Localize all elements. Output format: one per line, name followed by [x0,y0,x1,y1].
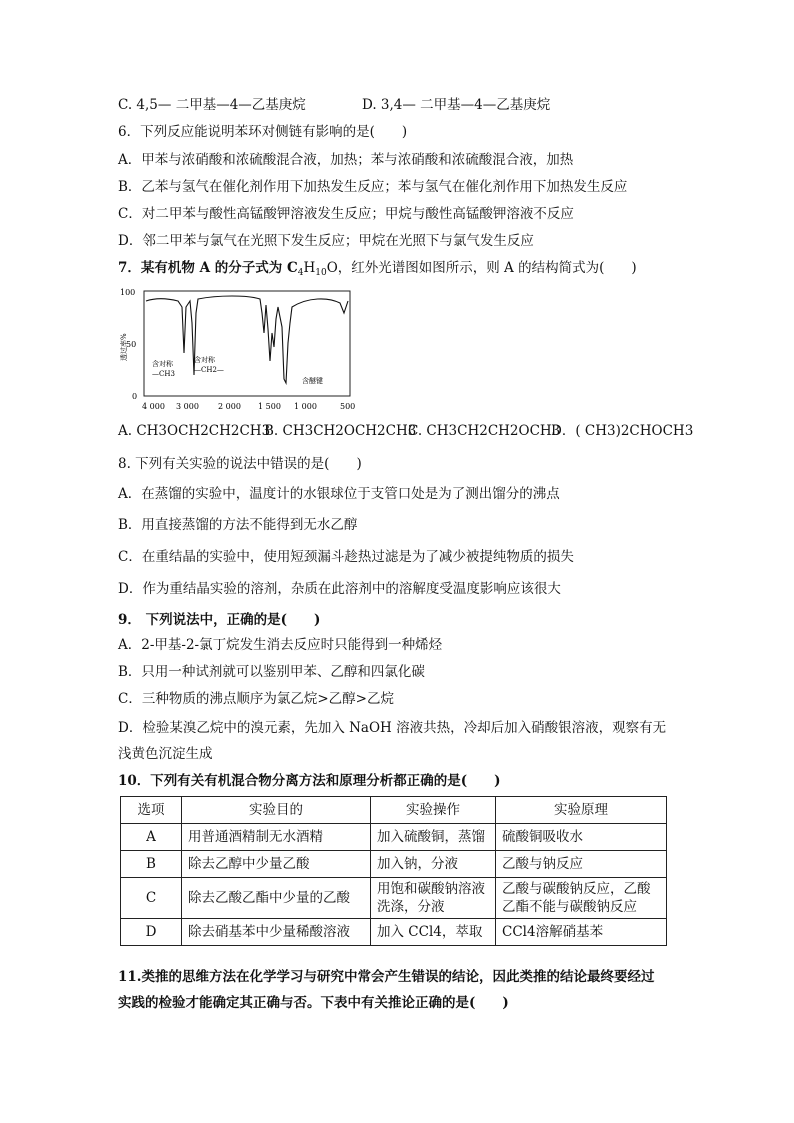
q6-stem: 6．下列反应能说明苯环对侧链有影响的是( ) [118,124,408,140]
table-row [121,878,667,919]
q11-line2: 实践的检验才能确定其正确与否。下表中有关推论正确的是( ) [118,995,509,1011]
q6-option-b: B．乙苯与氢气在催化剂作用下加热发生反应；苯与氢气在催化剂作用下加热发生反应 [118,179,628,195]
q8-option-c: C．在重结晶的实验中，使用短颈漏斗趁热过滤是为了减少被提纯物质的损失 [118,549,574,565]
cell-operation: 加入钠，分液 [371,851,496,878]
cell-option: D [121,919,182,946]
cell-purpose: 除去乙酸乙酯中少量的乙酸 [182,878,371,919]
q9-option-c: C．三种物质的沸点顺序为氯乙烷>乙醇>乙烷 [118,691,394,707]
annotation-ch3-line1: 含对称 [152,360,173,368]
table-header-row [121,797,667,824]
xtick-500: 500 [340,402,356,411]
q6-option-a: A．甲苯与浓硝酸和浓硫酸混合液，加热；苯与浓硝酸和浓硫酸混合液，加热 [118,152,574,168]
header-operation: 实验操作 [371,797,496,824]
header-option: 选项 [121,797,182,824]
xtick-3000: 3 000 [176,402,199,411]
q6-option-d: D．邻二甲苯与氯气在光照下发生反应；甲烷在光照下与氯气发生反应 [118,233,534,249]
cell-principle: 硫酸铜吸收水 [496,824,667,851]
q10-stem: 10．下列有关有机混合物分离方法和原理分析都正确的是( ) [118,773,501,789]
q5-option-c: C. 4,5— 二甲基—4—乙基庚烷 [118,97,306,113]
annotation-ch2-line2: —CH2— [194,366,224,374]
q9-option-a: A．2-甲基-2-氯丁烷发生消去反应时只能得到一种烯烃 [118,637,443,653]
spectrum-curve [146,296,348,383]
q9-option-b: B．只用一种试剂就可以鉴别甲苯、乙醇和四氯化碳 [118,664,425,680]
cell-principle: 乙酸与钠反应 [496,851,667,878]
q9-option-d-line1: D．检验某溴乙烷中的溴元素，先加入 NaOH 溶液共热，冷却后加入硝酸银溶液，观察有无 [118,720,667,736]
cell-principle: 乙酸与碳酸钠反应，乙酸乙酯不能与碳酸钠反应 [496,878,667,919]
cell-option: C [121,878,182,919]
q8-option-a: A．在蒸馏的实验中，温度计的水银球位于支管口处是为了测出馏分的沸点 [118,486,560,502]
q11-line1: 11.类推的思维方法在化学学习与研究中常会产生错误的结论，因此类推的结论最终要经过 [118,969,655,985]
q7-option-a: A. CH3OCH2CH2CH3 [118,423,271,439]
cell-operation: 加入硫酸铜，蒸馏 [371,824,496,851]
cell-operation: 用饱和碳酸钠溶液洗涤，分液 [371,878,496,919]
header-principle: 实验原理 [496,797,667,824]
cell-option: B [121,851,182,878]
q9-stem: 9． 下列说法中，正确的是( ) [118,612,321,628]
q8-option-d: D．作为重结晶实验的溶剂，杂质在此溶剂中的溶解度受温度影响应该很大 [118,581,561,597]
q5-option-d: D. 3,4— 二甲基—4—乙基庚烷 [362,97,551,113]
xtick-4000: 4 000 [142,402,165,411]
annotation-ether: 含醚键 [302,377,323,385]
table-row [121,851,667,878]
ytick-0: 0 [132,392,138,401]
q6-option-c: C．对二甲苯与酸性高锰酸钾溶液发生反应；甲烷与酸性高锰酸钾溶液不反应 [118,206,574,222]
annotation-ch3-line2: —CH3 [152,370,175,378]
cell-purpose: 用普通酒精制无水酒精 [182,824,371,851]
ytick-50: 50 [126,340,137,349]
cell-principle: CCl4溶解硝基苯 [496,919,667,946]
xtick-1500: 1 500 [258,402,281,411]
spectrum-ylabel: 透过率% [120,333,128,361]
q7-stem: 7．某有机物 A 的分子式为 $C_4H_{10}O$，红外光谱图如图所示，则 A 的结构简式为( ) [118,260,637,278]
cell-operation: 加入 CCl4，萃取 [371,919,496,946]
q7-option-b: B. CH3CH2OCH2CH3 [264,423,417,439]
q7-option-c: C. CH3CH2CH2OCH3 [408,423,561,439]
header-purpose: 实验目的 [182,797,371,824]
cell-purpose: 除去乙醇中少量乙酸 [182,851,371,878]
cell-purpose: 除去硝基苯中少量稀酸溶液 [182,919,371,946]
xtick-2000: 2 000 [218,402,241,411]
q8-stem: 8. 下列有关实验的说法中错误的是( ) [118,456,362,472]
table-row [121,919,667,946]
ir-spectrum-chart [118,283,360,413]
q8-option-b: B．用直接蒸馏的方法不能得到无水乙醇 [118,517,358,533]
table-row [121,824,667,851]
q7-option-d: D．( CH3)2CHOCH3 [551,423,694,439]
annotation-ch2-line1: 含对称 [194,356,215,364]
cell-option: A [121,824,182,851]
xtick-1000: 1 000 [294,402,317,411]
q10-table [120,796,667,946]
q9-option-d-line2: 浅黄色沉淀生成 [118,746,213,762]
ytick-100: 100 [120,288,136,297]
